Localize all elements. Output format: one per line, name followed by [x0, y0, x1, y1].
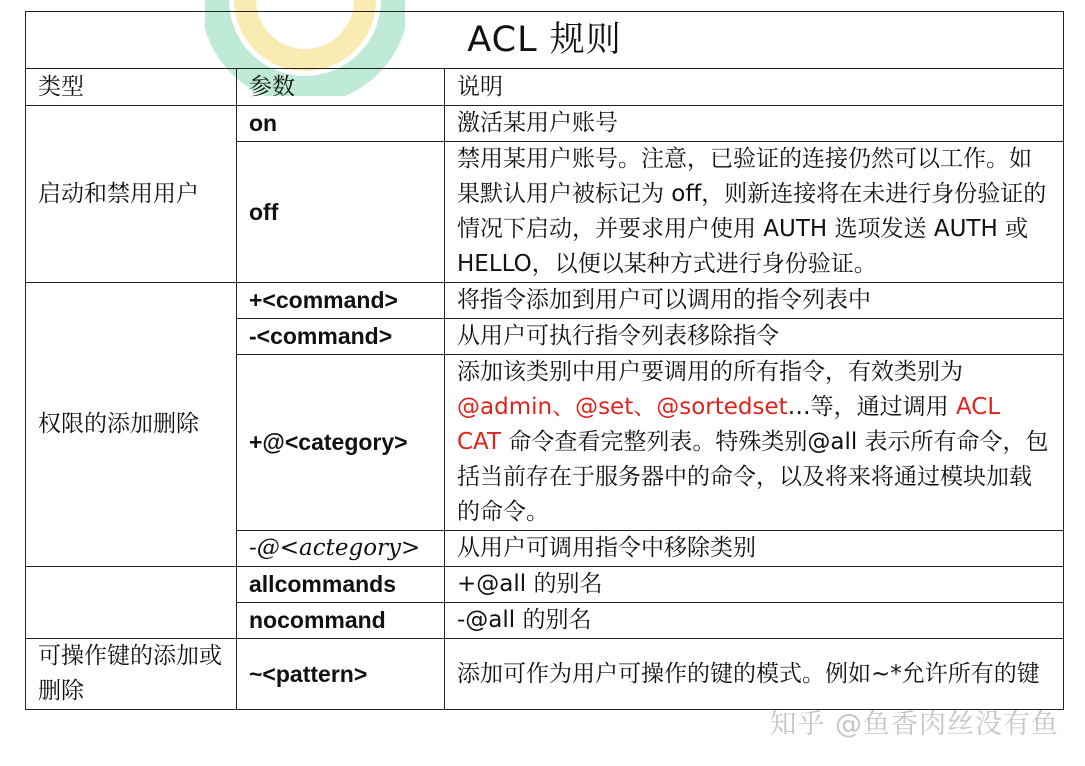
group-keys: 可操作键的添加或删除 [26, 639, 237, 710]
acl-cat-command: ACL CAT [457, 394, 1001, 455]
header-desc: 说明 [445, 69, 1064, 106]
acl-rules-table [25, 11, 1064, 710]
group-permissions: 权限的添加删除 [26, 283, 237, 567]
desc-add-command: 将指令添加到用户可以调用的指令列表中 [445, 283, 1064, 319]
header-param: 参数 [237, 69, 445, 106]
param-on: on [237, 106, 445, 142]
param-remove-category: -@<actegory> [237, 531, 445, 567]
desc-remove-category: 从用户可调用指令中移除类别 [445, 531, 1064, 567]
desc-add-category [445, 355, 1064, 531]
param-add-command: +<command> [237, 283, 445, 319]
table-title: ACL 规则 [26, 12, 1064, 69]
watermark-text: 知乎 @鱼香肉丝没有鱼 [769, 709, 1059, 740]
param-off: off [237, 142, 445, 283]
category-examples: @admin、@set、@sortedset [457, 394, 788, 420]
desc-remove-command: 从用户可执行指令列表移除指令 [445, 319, 1064, 355]
param-allcommands: allcommands [237, 567, 445, 603]
desc-allcommands: +@all 的别名 [445, 567, 1064, 603]
desc-on: 激活某用户账号 [445, 106, 1064, 142]
desc-off: 禁用某用户账号。注意，已验证的连接仍然可以工作。如果默认用户被标记为 off，则新连接将在未进行身份验证的情况下启动，并要求用户使用 AUTH 选项发送 AUTH 或 HELLO，以便以某种方式进行身份验证。 [445, 142, 1064, 283]
param-add-category: +@<category> [237, 355, 445, 531]
desc-pattern: 添加可作为用户可操作的键的模式。例如~*允许所有的键 [445, 639, 1064, 710]
param-nocommand: nocommand [237, 603, 445, 639]
param-pattern: ~<pattern> [237, 639, 445, 710]
param-remove-command: -<command> [237, 319, 445, 355]
desc-add-category-part3: 命令查看完整列表。特殊类别@all 表示所有命令，包括当前存在于服务器中的命令，以及将来将通过模块加载的命令。 [457, 429, 1049, 525]
group-enable-disable: 启动和禁用用户 [26, 106, 237, 283]
desc-add-category-part2: …等，通过调用 [787, 394, 949, 420]
header-type: 类型 [26, 69, 237, 106]
group-empty [26, 567, 237, 639]
desc-add-category-part1: 添加该类别中用户要调用的所有指令，有效类别为 [457, 359, 963, 385]
desc-nocommand: -@all 的别名 [445, 603, 1064, 639]
